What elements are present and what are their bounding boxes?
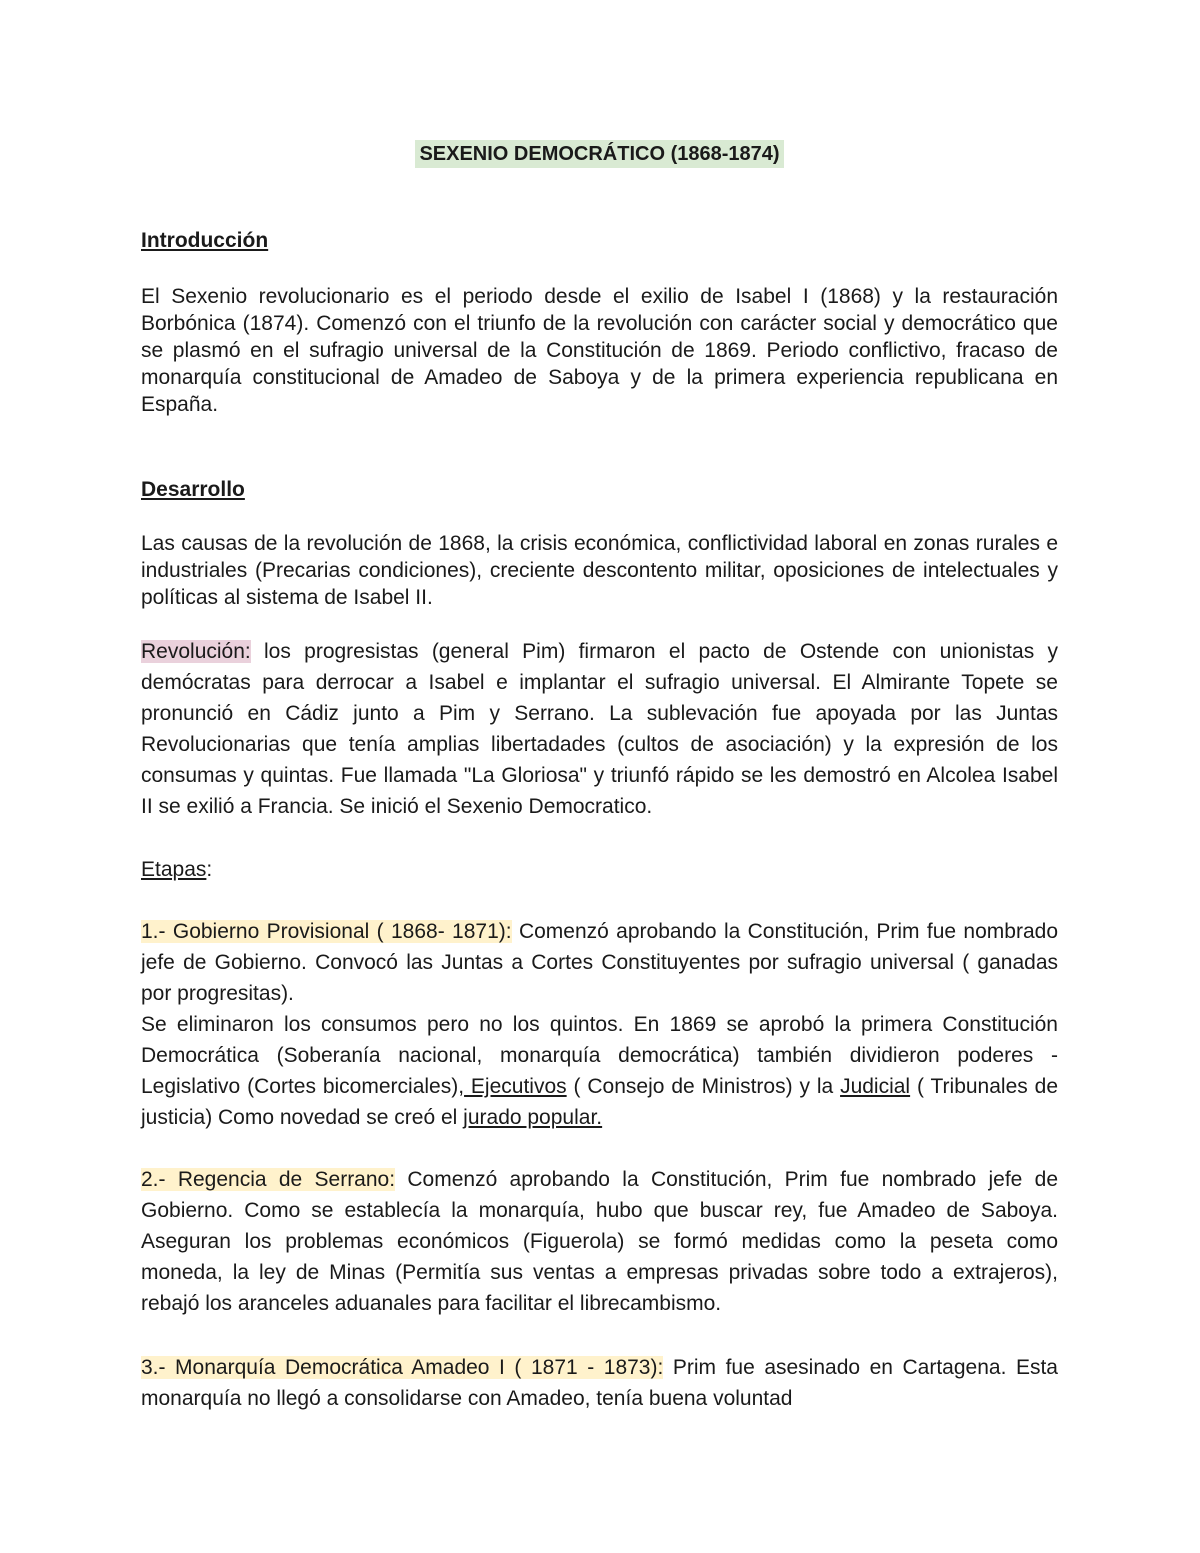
etapa-2-text: Comenzó aprobando la Constitución, Prim fue nombrado jefe de Gobierno. Como se establecía la monarquía, hubo que buscar rey, fue Amadeo de Saboya. Aseguran los problemas económicos (Figuerola) se formó medidas como la peseta como moneda, la ley de Minas (Permitía sus ventas a empresas privadas sobre todo a extrajeros), rebajó los aranceles aduanales para facilitar el librecambismo. — [141, 1168, 1058, 1315]
etapas-heading: Etapas — [141, 858, 207, 881]
etapa-3-paragraph — [141, 1352, 1058, 1414]
etapa-1-paragraph — [141, 916, 1058, 1009]
revolucion-text: los progresistas (general Pim) firmaron el pacto de Ostende con unionistas y demócratas para derrocar a Isabel e implantar el sufragio universal. El Almirante Topete se pronunció en Cádiz junto a Pim y Serrano. La sublevación fue apoyada por las Juntas Revolucionarias que tenía amplias libertadades (cultos de asociación) y la expresión de los consumas y quintas. Fue llamada "La Gloriosa" y triunfó rápido se les demostró en Alcolea Isabel II se exilió a Francia. Se inició el Sexenio Democratico. — [141, 640, 1058, 818]
title-container — [141, 140, 1058, 168]
causas-paragraph: Las causas de la revolución de 1868, la crisis económica, conflictividad laboral en zonas rurales e industriales (Precarias condiciones), creciente descontento militar, oposiciones de intelectuales y políticas al sistema de Isabel II. — [141, 532, 1058, 609]
etapa-1-label: 1.- Gobierno Provisional ( 1868- 1871): — [141, 920, 512, 943]
etapa-1-paragraph-2 — [141, 1009, 1058, 1133]
revolucion-label: Revolución: — [141, 640, 251, 663]
desarrollo-heading: Desarrollo — [141, 478, 245, 501]
etapa-1-ejecutivos: Ejecutivos — [464, 1075, 567, 1098]
etapa-1-p2-a: Se eliminaron los consumos pero no los quintos. En 1869 se aprobó la primera Constitución Democrática (Soberanía nacional, monarquía democrática) también dividieron poderes - Legislativo (Cortes bicomerciales), — [141, 1013, 1058, 1098]
etapa-2-label: 2.- Regencia de Serrano: — [141, 1168, 396, 1191]
etapa-1-text: Comenzó aprobando la Constitución, Prim fue nombrado jefe de Gobierno. Convocó las Juntas a Cortes Constituyentes por sufragio universal ( ganadas por progresitas). — [141, 920, 1058, 1005]
etapa-1-p2-b: ( Consejo de Ministros) y la — [566, 1075, 841, 1098]
etapa-3-text: Prim fue asesinado en Cartagena. Esta monarquía no llegó a consolidarse con Amadeo, tenía buena voluntad — [141, 1356, 1058, 1410]
intro-heading: Introducción — [141, 229, 269, 252]
intro-paragraph: El Sexenio revolucionario es el periodo desde el exilio de Isabel I (1868) y la restauración Borbónica (1874). Comenzó con el triunfo de la revolución con carácter social y democrático que se plasmó en el sufragio universal de la Constitución de 1869. Periodo conflictivo, fracaso de monarquía constitucional de Amadeo de Saboya y de la primera experiencia republicana en España. — [141, 285, 1058, 416]
document-title: SEXENIO DEMOCRÁTICO (1868-1874) — [415, 140, 783, 168]
etapa-1-p2-c: ( Tribunales de justicia) Como novedad se creó el — [141, 1075, 1058, 1129]
revolucion-paragraph — [141, 636, 1058, 822]
etapas-heading-line — [141, 854, 1058, 885]
etapa-1-jurado: jurado popular. — [463, 1106, 603, 1129]
etapa-1-judicial: Judicial — [840, 1075, 911, 1098]
etapa-3-label: 3.- Monarquía Democrática Amadeo I ( 1871 - 1873): — [141, 1356, 664, 1379]
etapa-2-paragraph — [141, 1164, 1058, 1319]
etapas-colon: : — [206, 858, 213, 881]
